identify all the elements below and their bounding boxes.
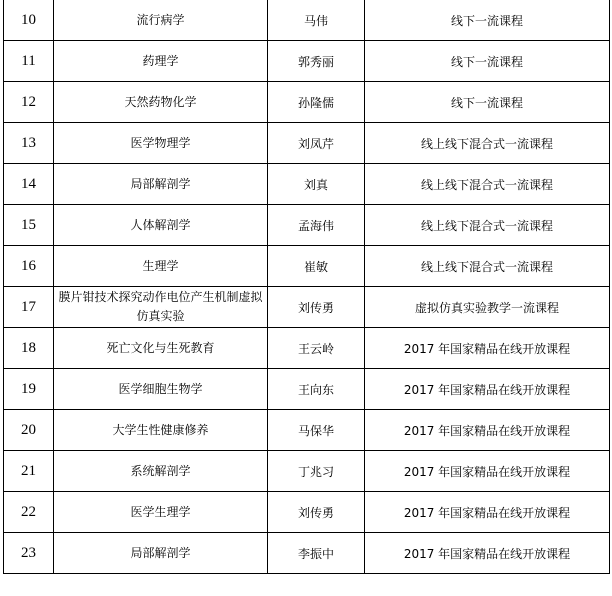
course-name: 大学生性健康修养 <box>54 410 268 451</box>
course-category: 2017 年国家精品在线开放课程 <box>365 451 610 492</box>
course-name: 医学细胞生物学 <box>54 369 268 410</box>
course-category: 线上线下混合式一流课程 <box>365 246 610 287</box>
table-row <box>4 410 610 451</box>
table-row <box>4 328 610 369</box>
course-name: 局部解剖学 <box>54 533 268 574</box>
row-number: 12 <box>4 82 54 123</box>
course-name: 流行病学 <box>54 0 268 41</box>
course-leader: 马伟 <box>268 0 365 41</box>
table-row <box>4 82 610 123</box>
course-leader: 崔敏 <box>268 246 365 287</box>
table-row <box>4 492 610 533</box>
row-number: 21 <box>4 451 54 492</box>
table-row <box>4 205 610 246</box>
course-leader: 郭秀丽 <box>268 41 365 82</box>
course-leader: 刘传勇 <box>268 492 365 533</box>
row-number: 20 <box>4 410 54 451</box>
course-category: 2017 年国家精品在线开放课程 <box>365 328 610 369</box>
table-row <box>4 123 610 164</box>
course-table <box>3 0 610 574</box>
row-number: 14 <box>4 164 54 205</box>
table-row <box>4 0 610 41</box>
course-name: 医学生理学 <box>54 492 268 533</box>
course-leader: 刘传勇 <box>268 287 365 328</box>
course-name: 生理学 <box>54 246 268 287</box>
row-number: 15 <box>4 205 54 246</box>
course-name: 膜片钳技术探究动作电位产生机制虚拟仿真实验 <box>54 287 268 328</box>
course-category: 2017 年国家精品在线开放课程 <box>365 492 610 533</box>
course-leader: 刘凤芹 <box>268 123 365 164</box>
course-category: 线上线下混合式一流课程 <box>365 205 610 246</box>
row-number: 13 <box>4 123 54 164</box>
course-category: 2017 年国家精品在线开放课程 <box>365 533 610 574</box>
course-name: 系统解剖学 <box>54 451 268 492</box>
table-row <box>4 369 610 410</box>
row-number: 16 <box>4 246 54 287</box>
course-category: 线上线下混合式一流课程 <box>365 123 610 164</box>
course-name: 死亡文化与生死教育 <box>54 328 268 369</box>
table-row <box>4 287 610 328</box>
course-name: 人体解剖学 <box>54 205 268 246</box>
row-number: 17 <box>4 287 54 328</box>
course-table-body <box>4 0 610 574</box>
course-leader: 王云岭 <box>268 328 365 369</box>
course-name: 药理学 <box>54 41 268 82</box>
course-leader: 王向东 <box>268 369 365 410</box>
course-name: 医学物理学 <box>54 123 268 164</box>
table-row <box>4 451 610 492</box>
row-number: 19 <box>4 369 54 410</box>
course-leader: 孟海伟 <box>268 205 365 246</box>
row-number: 18 <box>4 328 54 369</box>
course-leader: 丁兆习 <box>268 451 365 492</box>
row-number: 10 <box>4 0 54 41</box>
course-category: 线上线下混合式一流课程 <box>365 164 610 205</box>
course-leader: 李振中 <box>268 533 365 574</box>
table-row <box>4 533 610 574</box>
course-category: 线下一流课程 <box>365 82 610 123</box>
course-leader: 孙隆儒 <box>268 82 365 123</box>
course-category: 线下一流课程 <box>365 0 610 41</box>
row-number: 23 <box>4 533 54 574</box>
course-name: 天然药物化学 <box>54 82 268 123</box>
course-category: 虚拟仿真实验教学一流课程 <box>365 287 610 328</box>
row-number: 22 <box>4 492 54 533</box>
table-row <box>4 246 610 287</box>
course-leader: 刘真 <box>268 164 365 205</box>
course-category: 2017 年国家精品在线开放课程 <box>365 410 610 451</box>
table-row <box>4 164 610 205</box>
table-row <box>4 41 610 82</box>
course-name: 局部解剖学 <box>54 164 268 205</box>
course-category: 2017 年国家精品在线开放课程 <box>365 369 610 410</box>
course-category: 线下一流课程 <box>365 41 610 82</box>
course-leader: 马保华 <box>268 410 365 451</box>
row-number: 11 <box>4 41 54 82</box>
